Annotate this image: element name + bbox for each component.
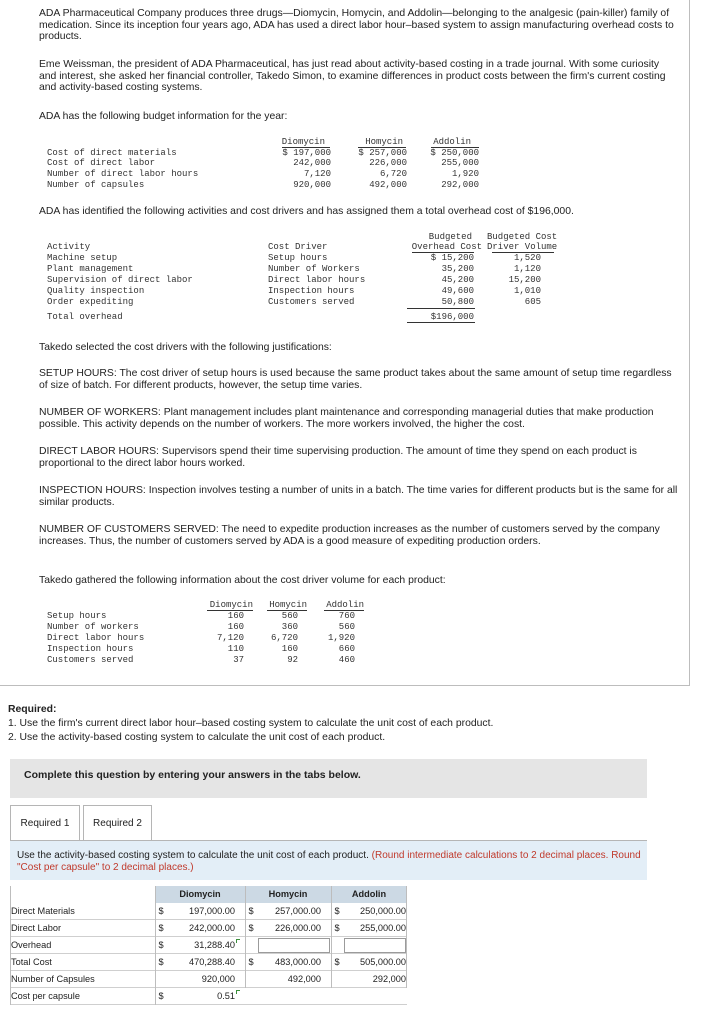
grid-line (155, 886, 156, 1005)
dollar-sign: $ (334, 957, 340, 967)
driver-header-homycin: Homycin (269, 600, 307, 610)
driver-row-label: Inspection hours (47, 644, 134, 654)
driver-volume-intro: Takedo gathered the following information about the cost driver volume for each product: (39, 575, 446, 586)
grid-line (406, 886, 407, 988)
budget-header-homycin: Homycin (365, 137, 403, 147)
answer-input-capsules-homycin[interactable]: 492,000 (287, 974, 321, 984)
dollar-sign: $ (334, 923, 340, 933)
budget-table (47, 137, 479, 193)
activity-cost: 49,600 (441, 286, 474, 296)
budget-cell: $ 197,000 (282, 148, 331, 158)
answer-table (10, 886, 407, 1006)
activity-header-vol-1: Budgeted Cost (487, 232, 558, 242)
driver-row-label: Customers served (47, 655, 134, 665)
activity-name: Order expediting (47, 297, 134, 307)
justification-customers: NUMBER OF CUSTOMERS SERVED: The need to expedite production increases as the number of customers served by the company increases. Thus, the number of customers served by ADA is a good measure of expediting production orders. (39, 524, 660, 547)
activity-driver: Direct labor hours (268, 275, 366, 285)
driver-cell: 7,120 (216, 633, 244, 643)
dollar-sign: $ (248, 957, 254, 967)
tab-required-1-label: Required 1 (20, 818, 70, 829)
driver-cell: 760 (338, 611, 355, 621)
tab-required-2[interactable] (83, 805, 152, 841)
budget-cell: 7,120 (303, 169, 331, 179)
dollar-sign: $ (158, 923, 164, 933)
activity-driver: Number of Workers (268, 264, 360, 274)
activity-volume: 1,010 (513, 286, 541, 296)
dollar-sign: $ (158, 906, 164, 916)
answer-input-oh-addolin[interactable] (344, 938, 406, 953)
budget-cell: 242,000 (293, 158, 331, 168)
driver-cell: 560 (338, 622, 355, 632)
driver-cell: 560 (281, 611, 298, 621)
activity-total-label: Total overhead (47, 312, 123, 322)
answer-row-label: Cost per capsule (11, 991, 80, 1001)
entered-mark-icon (236, 939, 240, 943)
answer-header-addolin: Addolin (331, 886, 407, 903)
activity-name: Quality inspection (47, 286, 145, 296)
dollar-sign: $ (158, 991, 164, 1001)
intro-paragraph-1: ADA Pharmaceutical Company produces three drugs—Diomycin, Homycin, and Addolin—belonging to the analgesic (pain-killer) family of medication. Since its inception four years ago, ADA has used a direct labor hour–based system to assign manufacturing overhead costs to products. (39, 8, 674, 42)
activity-header-driver: Cost Driver (268, 242, 328, 252)
activity-driver: Setup hours (268, 253, 328, 263)
answer-header-diomycin: Diomycin (155, 886, 245, 903)
driver-cell: 660 (338, 644, 355, 654)
justification-workers: NUMBER OF WORKERS: Plant management includes plant maintenance and corresponding managerial duties that make production possible. This activity depends on the number of workers. The more workers involved, the higher the cost. (39, 407, 654, 430)
budget-cell: $ 257,000 (358, 148, 407, 158)
driver-row-label: Setup hours (47, 611, 107, 621)
budget-row-label: Number of direct labor hours (47, 169, 199, 179)
tab-required-2-label: Required 2 (93, 818, 142, 829)
answer-row-cost-per-capsule (10, 988, 407, 1005)
answer-input-cpc-diomycin[interactable]: 0.51 (217, 991, 235, 1001)
answer-row-label: Number of Capsules (11, 974, 95, 984)
answer-input-oh-diomycin[interactable]: 31,288.40 (194, 940, 235, 950)
answer-input-capsules-diomycin[interactable]: 920,000 (201, 974, 235, 984)
activity-volume: 1,520 (513, 253, 541, 263)
dollar-sign: $ (158, 957, 164, 967)
task-instructions (10, 840, 647, 880)
answer-input-dl-diomycin[interactable]: 242,000.00 (189, 923, 235, 933)
answer-header-homycin: Homycin (245, 886, 331, 903)
activity-driver: Inspection hours (268, 286, 355, 296)
required-heading: Required: (8, 704, 57, 715)
dollar-sign: $ (248, 923, 254, 933)
activity-volume: 1,120 (513, 264, 541, 274)
answer-total-homycin: 483,000.00 (275, 957, 321, 967)
grid-line (10, 886, 11, 1005)
activity-cost: 45,200 (441, 275, 474, 285)
answer-input-dm-homycin[interactable]: 257,000.00 (275, 906, 321, 916)
driver-cell: 160 (281, 644, 298, 654)
dollar-sign: $ (158, 940, 164, 950)
answer-total-diomycin: 470,288.40 (189, 957, 235, 967)
intro-paragraph-2: Eme Weissman, the president of ADA Pharmaceutical, has just read about activity-based costing in a trade journal. With some curiosity and interest, she asked her financial controller, Takedo Simon, to examine differences in product costs between the firm's current costing and activity-based costing systems. (39, 59, 666, 93)
answer-input-dl-homycin[interactable]: 226,000.00 (275, 923, 321, 933)
answer-row-label: Direct Labor (11, 923, 62, 933)
driver-cell: 110 (227, 644, 244, 654)
driver-cell: 460 (338, 655, 355, 665)
budget-header-addolin: Addolin (433, 137, 471, 147)
justifications-intro: Takedo selected the cost drivers with the following justifications: (39, 342, 332, 353)
driver-volume-table (47, 600, 387, 668)
budget-row-label: Number of capsules (47, 180, 145, 190)
answer-row-label: Total Cost (11, 957, 52, 967)
tab-required-1[interactable] (10, 805, 80, 841)
justification-setup: SETUP HOURS: The cost driver of setup hours is used because the same product takes about the same amount of setup time regardless of size of batch. For different products, however, the setup time varies. (39, 368, 672, 391)
answer-row-total-cost (10, 954, 407, 971)
activity-cost: 50,800 (441, 297, 474, 307)
dollar-sign: $ (248, 906, 254, 916)
driver-cell: 92 (287, 655, 298, 665)
budget-cell: 255,000 (441, 158, 479, 168)
activity-volume: 15,200 (508, 275, 541, 285)
task-text: Use the activity-based costing system to calculate the unit cost of each product. (17, 850, 369, 861)
activity-header-activity: Activity (47, 242, 91, 252)
driver-header-diomycin: Diomycin (209, 600, 253, 610)
required-item-2: 2. Use the activity-based costing system to calculate the unit cost of each product. (8, 732, 386, 743)
driver-cell: 160 (227, 622, 244, 632)
budget-cell: 920,000 (293, 180, 331, 190)
budget-cell: 1,920 (451, 169, 479, 179)
answer-row-label: Direct Materials (11, 906, 75, 916)
driver-row-label: Number of workers (47, 622, 139, 632)
answer-input-dl-addolin[interactable]: 255,000.00 (360, 923, 406, 933)
budget-cell: 226,000 (369, 158, 407, 168)
activity-name: Plant management (47, 264, 134, 274)
budget-row-label: Cost of direct materials (47, 148, 177, 158)
driver-cell: 37 (233, 655, 244, 665)
budget-cell: 6,720 (379, 169, 407, 179)
answer-input-dm-addolin[interactable]: 250,000.00 (360, 906, 406, 916)
driver-cell: 160 (227, 611, 244, 621)
activity-cost: $ 15,200 (430, 253, 474, 263)
entered-mark-icon (236, 990, 240, 994)
budget-cell: 292,000 (441, 180, 479, 190)
answer-input-dm-diomycin[interactable]: 197,000.00 (189, 906, 235, 916)
instruction-bar (10, 759, 647, 798)
answer-row-overhead (10, 937, 407, 954)
instruction-text: Complete this question by entering your answers in the tabs below. (24, 769, 361, 781)
driver-cell: 1,920 (327, 633, 355, 643)
driver-cell: 6,720 (270, 633, 298, 643)
required-section (8, 703, 493, 745)
activity-cost: 35,200 (441, 264, 474, 274)
activity-header-cost-1: Budgeted (428, 232, 472, 242)
driver-header-addolin: Addolin (326, 600, 364, 610)
required-item-1: 1. Use the firm's current direct labor hour–based costing system to calculate the unit cost of each product. (8, 718, 494, 729)
answer-row-label: Overhead (11, 940, 52, 950)
activity-name: Supervision of direct labor (47, 275, 193, 285)
activity-name: Machine setup (47, 253, 118, 263)
budget-header-diomycin: Diomycin (281, 137, 325, 147)
intro-paragraph-3: ADA has the following budget information for the year: (39, 111, 288, 122)
justification-labor: DIRECT LABOR HOURS: Supervisors spend their time supervising production. The amount of time they spend on each product is proportional to the direct labor hours worked. (39, 446, 637, 469)
activity-total-value: $196,000 (430, 312, 474, 322)
grid-line (245, 886, 246, 988)
activity-volume: 605 (524, 297, 541, 307)
task-rounding-note: (Round intermediate calculations to 2 decimal places. Round "Cost per capsule" to 2 decimal places.) (17, 850, 641, 873)
driver-cell: 360 (281, 622, 298, 632)
answer-row-direct-labor (10, 920, 407, 937)
activity-table (47, 232, 567, 324)
answer-total-addolin: 505,000.00 (360, 957, 406, 967)
activity-header-vol-2: Driver Volume (487, 242, 558, 252)
answer-input-capsules-addolin[interactable]: 292,000 (372, 974, 406, 984)
answer-row-direct-materials (10, 903, 407, 920)
activities-intro: ADA has identified the following activities and cost drivers and has assigned them a total overhead cost of $196,000. (39, 206, 574, 217)
answer-input-oh-homycin[interactable] (258, 938, 330, 953)
activity-header-cost-2: Overhead Cost (411, 242, 482, 252)
budget-row-label: Cost of direct labor (47, 158, 156, 168)
budget-cell: 492,000 (369, 180, 407, 190)
dollar-sign: $ (334, 906, 340, 916)
activity-driver: Customers served (268, 297, 355, 307)
justification-inspection: INSPECTION HOURS: Inspection involves testing a number of units in a batch. The time varies for different products but is the same for all similar products. (39, 485, 678, 508)
grid-line (331, 886, 332, 988)
budget-cell: $ 250,000 (430, 148, 479, 158)
answer-row-capsules (10, 971, 407, 988)
driver-row-label: Direct labor hours (47, 633, 145, 643)
